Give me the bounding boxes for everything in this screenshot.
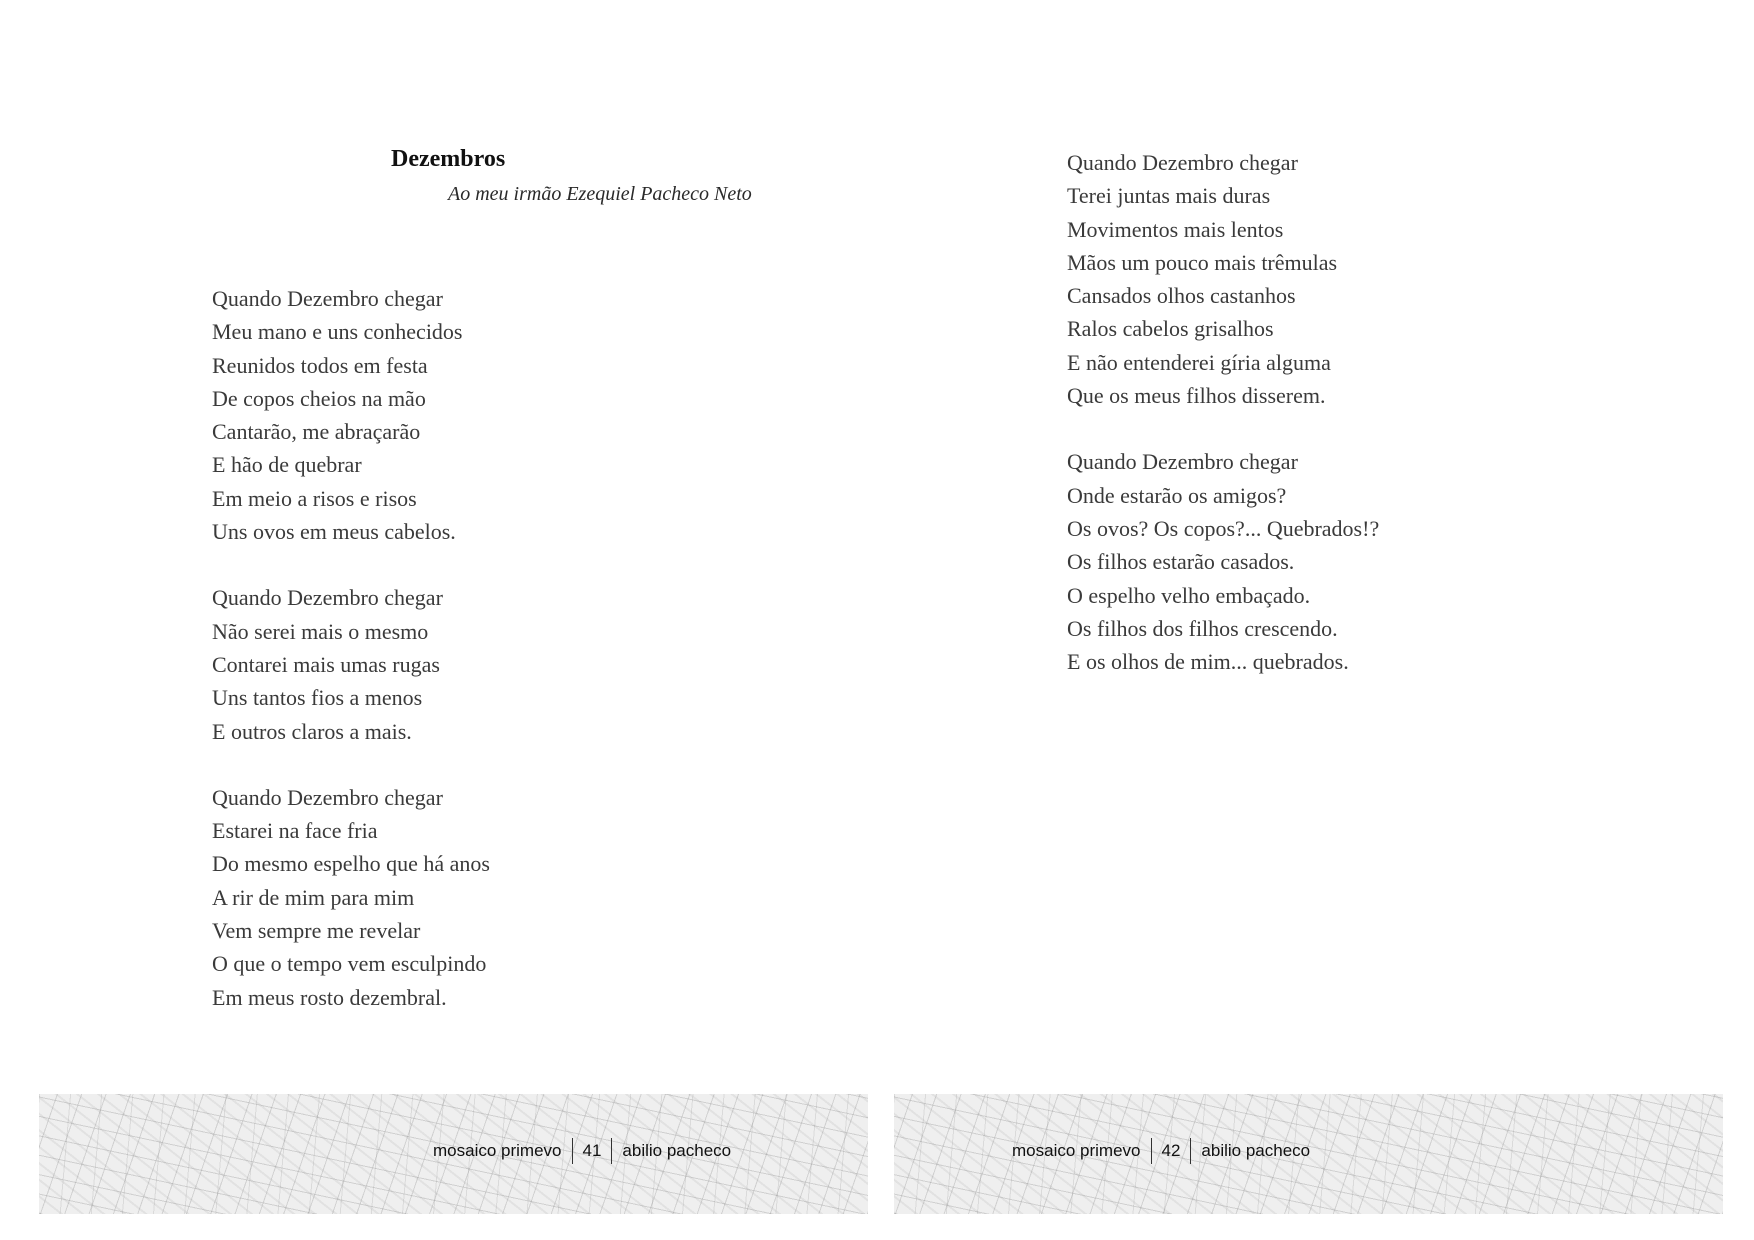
- footer-author: abilio pacheco: [622, 1141, 732, 1160]
- footer-book-title: mosaico primevo: [1012, 1141, 1141, 1160]
- poem-line: Ralos cabelos grisalhos: [1067, 316, 1274, 342]
- poem-line: Quando Dezembro chegar: [1067, 449, 1298, 475]
- footer-divider: [611, 1138, 612, 1164]
- footer-divider: [1190, 1138, 1191, 1164]
- poem-line: Reunidos todos em festa: [212, 352, 428, 378]
- footer-divider: [1151, 1138, 1152, 1164]
- poem-dedication: Ao meu irmão Ezequiel Pacheco Neto: [448, 183, 752, 205]
- poem-line: Em meus rosto dezembral.: [212, 984, 447, 1010]
- poem-line: E não entenderei gíria alguma: [1067, 349, 1331, 375]
- poem-body-left: [212, 282, 490, 1047]
- poem-line: Em meio a risos e risos: [212, 485, 417, 511]
- footer-author: abilio pacheco: [1201, 1141, 1311, 1160]
- page-number: 41: [582, 1141, 602, 1160]
- poem-line: E hão de quebrar: [212, 452, 362, 478]
- poem-line: De copos cheios na mão: [212, 385, 426, 411]
- poem-body-right: [1067, 146, 1379, 711]
- poem-line: A rir de mim para mim: [212, 884, 415, 910]
- page-footer-left: [433, 1138, 731, 1164]
- poem-line: O que o tempo vem esculpindo: [212, 951, 487, 977]
- poem-line: Quando Dezembro chegar: [212, 784, 443, 810]
- poem-line: Os ovos? Os copos?... Quebrados!?: [1067, 515, 1380, 541]
- right-page: [877, 0, 1754, 1240]
- page-number: 42: [1161, 1141, 1181, 1160]
- poem-line: Quando Dezembro chegar: [212, 585, 443, 611]
- poem-line: Vem sempre me revelar: [212, 918, 421, 944]
- poem-line: Uns tantos fios a menos: [212, 685, 423, 711]
- poem-line: E os olhos de mim... quebrados.: [1067, 649, 1349, 675]
- poem-line: Não serei mais o mesmo: [212, 618, 429, 644]
- poem-line: Os filhos dos filhos crescendo.: [1067, 615, 1338, 641]
- poem-line: Estarei na face fria: [212, 818, 378, 844]
- poem-line: Quando Dezembro chegar: [212, 286, 443, 311]
- poem-line: Do mesmo espelho que há anos: [212, 851, 490, 877]
- poem-line: Cantarão, me abraçarão: [212, 419, 421, 445]
- stanza: [1067, 445, 1379, 678]
- poem-line: Uns ovos em meus cabelos.: [212, 519, 456, 545]
- poem-line: Contarei mais umas rugas: [212, 651, 440, 677]
- stanza: [212, 781, 490, 1014]
- poem-line: Que os meus filhos disserem.: [1067, 383, 1326, 409]
- poem-line: Meu mano e uns conhecidos: [212, 319, 463, 345]
- stanza: [212, 282, 490, 548]
- poem-line: Movimentos mais lentos: [1067, 216, 1284, 242]
- footer-book-title: mosaico primevo: [433, 1141, 562, 1160]
- stanza: [1067, 146, 1379, 412]
- poem-line: Cansados olhos castanhos: [1067, 283, 1296, 309]
- poem-line: Onde estarão os amigos?: [1067, 482, 1287, 508]
- poem-line: Quando Dezembro chegar: [1067, 150, 1298, 175]
- poem-title: Dezembros: [391, 146, 506, 172]
- stanza: [212, 581, 490, 747]
- poem-line: Terei juntas mais duras: [1067, 183, 1271, 209]
- footer-divider: [572, 1138, 573, 1164]
- poem-line: Mãos um pouco mais trêmulas: [1067, 249, 1338, 275]
- poem-line: O espelho velho embaçado.: [1067, 582, 1311, 608]
- poem-line: Os filhos estarão casados.: [1067, 549, 1295, 575]
- poem-line: E outros claros a mais.: [212, 718, 412, 744]
- page-footer-right: [1012, 1138, 1310, 1164]
